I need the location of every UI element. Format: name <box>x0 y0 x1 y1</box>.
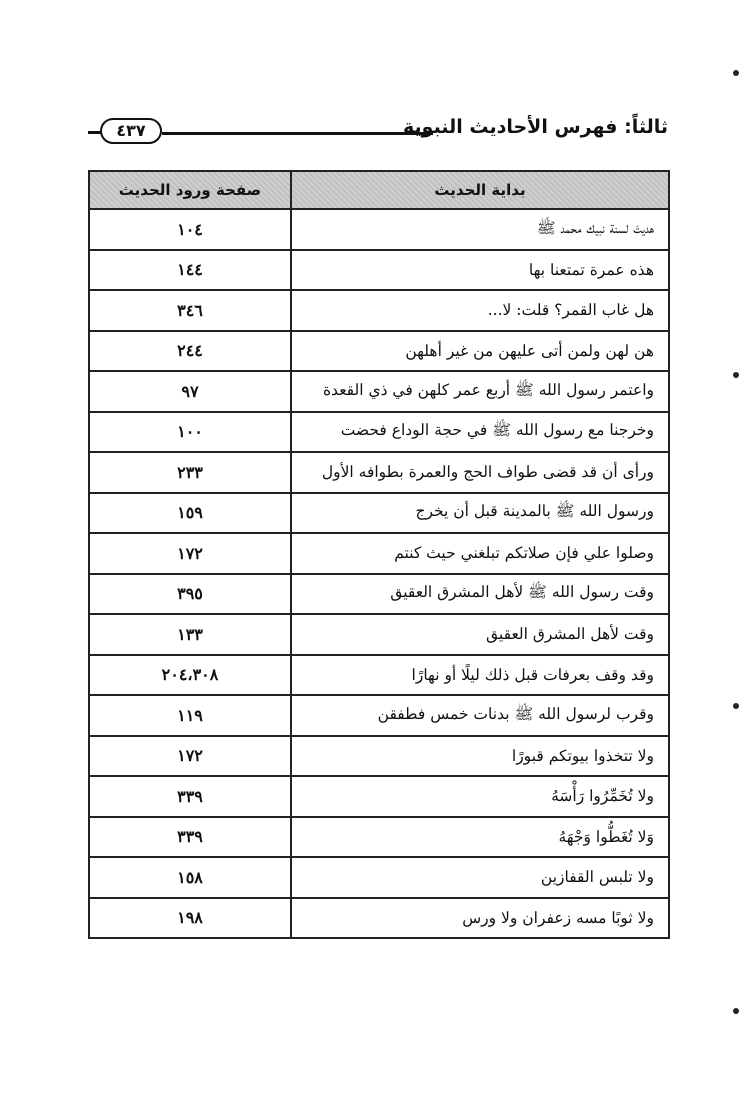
hadith-page: ٣٣٩ <box>89 817 291 858</box>
table-row <box>89 412 669 453</box>
table-row <box>89 574 669 615</box>
hadith-start: وَلا تُغَطُّوا وَجْهَهُ <box>291 817 669 858</box>
table-row <box>89 776 669 817</box>
hadith-start: وخرجنا مع رسول الله ﷺ في حجة الوداع فحضت <box>291 412 669 453</box>
table-row <box>89 857 669 898</box>
hadith-page: ٣٩٥ <box>89 574 291 615</box>
hadith-page: ١٧٢ <box>89 736 291 777</box>
hadith-start: وقد وقف بعرفات قبل ذلك ليلًا أو نهارًا <box>291 655 669 696</box>
hadith-index-table <box>88 170 670 939</box>
column-header-page: صفحة ورود الحديث <box>89 171 291 209</box>
table-row <box>89 452 669 493</box>
hadith-start: هذه عمرة تمتعنا بها <box>291 250 669 291</box>
margin-mark <box>733 1008 739 1014</box>
table-row <box>89 331 669 372</box>
hadith-page: ١٠٠ <box>89 412 291 453</box>
margin-mark <box>733 372 739 378</box>
hadith-start: وقرب لرسول الله ﷺ بدنات خمس فطفقن <box>291 695 669 736</box>
table-row <box>89 898 669 939</box>
hadith-start: وقت رسول الله ﷺ لأهل المشرق العقيق <box>291 574 669 615</box>
hadith-start: وصلوا علي فإن صلاتكم تبلغني حيث كنتم <box>291 533 669 574</box>
hadith-page: ٢٠٤،٣٠٨ <box>89 655 291 696</box>
table-row <box>89 290 669 331</box>
section-title: ثالثاً: فهرس الأحاديث النبوية <box>403 116 668 138</box>
header-rule <box>162 132 433 135</box>
hadith-start: هل غاب القمر؟ قلت: لا... <box>291 290 669 331</box>
table-header-row <box>89 171 669 209</box>
hadith-page: ٣٣٩ <box>89 776 291 817</box>
hadith-start: ولا تُخَمِّرُوا رَأْسَهُ <box>291 776 669 817</box>
hadith-start: هن لهن ولمن أتى عليهن من غير أهلهن <box>291 331 669 372</box>
hadith-start: ولا ثوبًا مسه زعفران ولا ورس <box>291 898 669 939</box>
table-row <box>89 250 669 291</box>
page-header <box>88 112 668 152</box>
hadith-page: ١٠٤ <box>89 209 291 250</box>
hadith-page: ١٥٨ <box>89 857 291 898</box>
table-row <box>89 209 669 250</box>
page-number: ٤٣٧ <box>100 118 162 144</box>
table-row <box>89 371 669 412</box>
hadith-start: وقت لأهل المشرق العقيق <box>291 614 669 655</box>
table-row <box>89 614 669 655</box>
table-row <box>89 736 669 777</box>
hadith-page: ٢٤٤ <box>89 331 291 372</box>
hadith-start: هديتَ لسنة نبيك محمد ﷺ <box>291 209 669 250</box>
table-row <box>89 655 669 696</box>
table-row <box>89 533 669 574</box>
hadith-page: ١٣٣ <box>89 614 291 655</box>
badge-tail <box>88 131 102 134</box>
hadith-page: ٣٤٦ <box>89 290 291 331</box>
hadith-page: ١٥٩ <box>89 493 291 534</box>
margin-mark <box>733 703 739 709</box>
hadith-page: ١٧٢ <box>89 533 291 574</box>
table-row <box>89 493 669 534</box>
table-row <box>89 817 669 858</box>
column-header-start: بداية الحديث <box>291 171 669 209</box>
table-row <box>89 695 669 736</box>
hadith-page: ١٩٨ <box>89 898 291 939</box>
hadith-page: ١١٩ <box>89 695 291 736</box>
hadith-start: ورسول الله ﷺ بالمدينة قبل أن يخرج <box>291 493 669 534</box>
hadith-start: ولا تلبس القفازين <box>291 857 669 898</box>
margin-mark <box>733 70 739 76</box>
hadith-page: ٩٧ <box>89 371 291 412</box>
hadith-start: واعتمر رسول الله ﷺ أربع عمر كلهن في ذي القعدة <box>291 371 669 412</box>
hadith-page: ٢٣٣ <box>89 452 291 493</box>
hadith-start: ولا تتخذوا بيوتكم قبورًا <box>291 736 669 777</box>
hadith-start: ورأى أن قد قضى طواف الحج والعمرة بطوافه الأول <box>291 452 669 493</box>
hadith-page: ١٤٤ <box>89 250 291 291</box>
table-body <box>89 209 669 938</box>
